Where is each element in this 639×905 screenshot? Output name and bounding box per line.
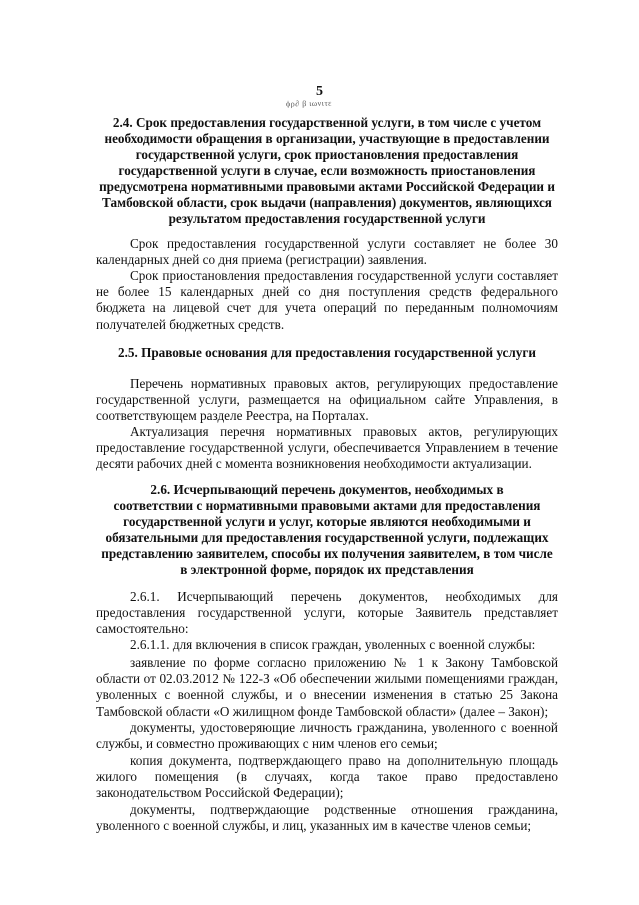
text-line: законодательством Российской Федерации); <box>96 785 344 801</box>
paragraph-identity-documents <box>96 720 558 752</box>
text-line: календарных дней со дня приема (регистрации) заявления. <box>96 252 427 268</box>
text-line: заявление по форме согласно приложению № 1 к Закону Тамбовской <box>130 655 558 670</box>
text-line: десяти рабочих дней с момента возникновения необходимости актуализации. <box>96 456 532 472</box>
paragraph-service-term <box>96 236 558 268</box>
text-line: Срок предоставления государственной услуги составляет не более 30 <box>130 236 558 251</box>
text-line: уволенного с военной службы, и лиц, указанных им в качестве членов семьи; <box>96 818 532 834</box>
text-line: бюджета на лицевой счет для учета операций по переданным полномочиям <box>96 300 558 316</box>
section-2-5-heading: 2.5. Правовые основания для предоставления государственной услуги <box>118 345 536 360</box>
text-line: 2.6.1. Исчерпывающий перечень документов, необходимых для <box>130 589 558 604</box>
text-line: 2.6.1.1. для включения в список граждан, уволенных с военной службы: <box>130 637 536 652</box>
heading-line: результатом предоставления государственной услуги <box>168 211 486 226</box>
text-line: копия документа, подтверждающего право на дополнительную площадь <box>130 753 558 768</box>
section-2-4-heading <box>96 115 558 227</box>
stamp-text: ϕρ∂ β ιωνιτε <box>285 98 333 109</box>
paragraph-suspension-term <box>96 268 558 333</box>
text-line: предоставление государственной услуги, обеспечивается Управлением в течение <box>96 440 558 456</box>
heading-line: государственной услуги и услуг, которые являются необходимыми и <box>123 514 531 529</box>
text-line: жилого помещения (в случаях, когда такое право предоставлено <box>96 769 558 785</box>
text-line: предоставления государственной услуги, которые Заявитель представляет <box>96 605 558 621</box>
text-line: соответствующем разделе Реестра, на Порталах. <box>96 408 369 424</box>
text-line: Перечень нормативных правовых актов, регулирующих предоставление <box>130 376 558 391</box>
paragraph-2-6-1-1 <box>96 637 558 653</box>
paragraph-additional-area-copy <box>96 753 558 802</box>
heading-line: необходимости обращения в организации, участвующие в предоставлении <box>104 131 550 146</box>
section-2-6-heading <box>96 482 558 578</box>
text-line: службы, и совместно проживающих с ним членов его семьи; <box>96 736 438 752</box>
text-line: Тамбовской области «О жилищном фонде Тамбовской области» (далее – Закон); <box>96 703 549 719</box>
text-line: Срок приостановления предоставления государственной услуги составляет <box>130 268 558 283</box>
text-line: самостоятельно: <box>96 621 189 637</box>
text-line: получателей бюджетных средств. <box>96 316 285 332</box>
text-line: области от 02.03.2012 № 122-З «Об обеспечении жилыми помещениями граждан, <box>96 671 558 687</box>
paragraph-2-6-1 <box>96 589 558 638</box>
paragraph-legal-acts <box>96 376 558 425</box>
text-line: уволенных с военной службы, и о внесении изменения в статью 25 Закона <box>96 687 558 703</box>
heading-line: государственной услуги в случае, если возможность приостановления <box>118 163 536 178</box>
heading-line: представлению заявителем, способы их получения заявителем, в том числе <box>101 546 553 561</box>
heading-line: государственной услуги, срок приостановления предоставления <box>135 147 519 162</box>
text-line: документы, подтверждающие родственные отношения гражданина, <box>130 802 558 817</box>
heading-line: соответствии с нормативными правовыми актами для предоставления <box>113 498 541 513</box>
heading-line: обязательными для предоставления государственной услуги, подлежащих <box>105 530 549 545</box>
heading-line: предусмотрена нормативными правовыми актами Российской Федерации и <box>99 179 555 194</box>
page-number: 5 <box>316 84 323 99</box>
text-line: не более 15 календарных дней со дня поступления средств федерального <box>96 284 558 300</box>
paragraph-actualization <box>96 424 558 473</box>
heading-line: Тамбовской области, срок выдачи (направления) документов, являющихся <box>102 195 552 210</box>
paragraph-family-relations <box>96 802 558 834</box>
heading-line: в электронной форме, порядок их представления <box>180 562 474 577</box>
paragraph-application-form <box>96 655 558 720</box>
text-line: государственной услуги, размещается на официальном сайте Управления, в <box>96 392 558 408</box>
text-line: Актуализация перечня нормативных правовых актов, регулирующих <box>130 424 558 439</box>
heading-line: 2.6. Исчерпывающий перечень документов, необходимых в <box>150 482 504 497</box>
heading-line: 2.4. Срок предоставления государственной услуги, в том числе с учетом <box>112 115 542 130</box>
text-line: документы, удостоверяющие личность гражданина, уволенного с военной <box>130 720 558 735</box>
